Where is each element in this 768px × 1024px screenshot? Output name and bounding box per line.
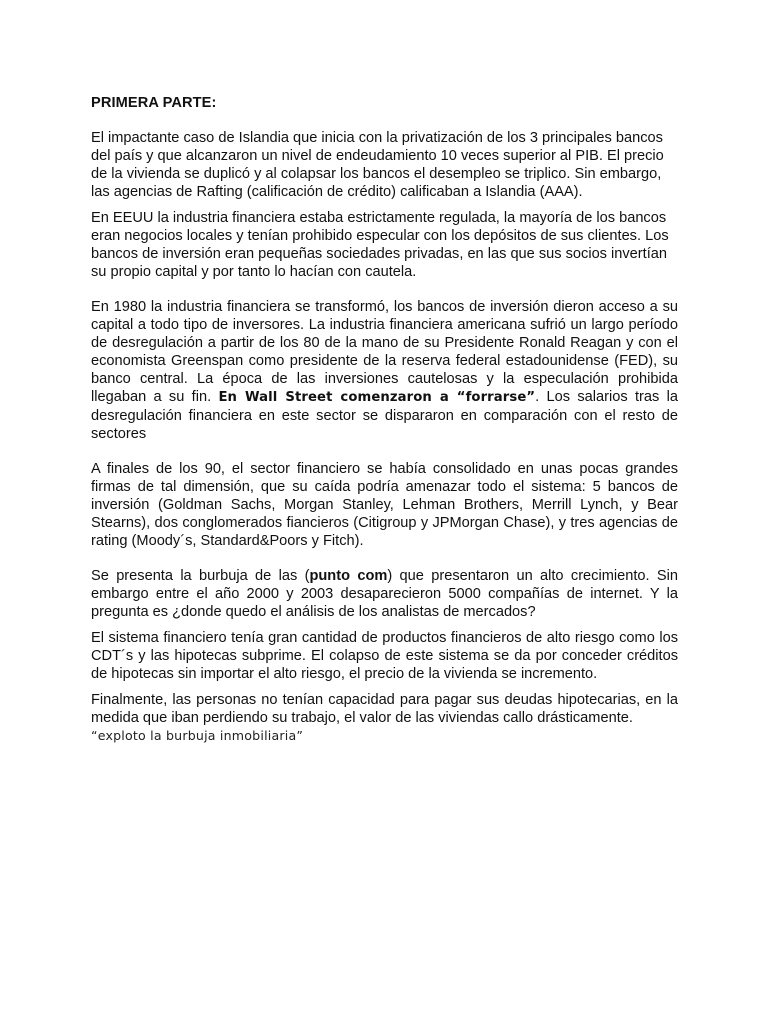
paragraph-1980-text-a: En 1980 la industria financiera se transformó, los bancos de inversión dieron acceso a su capital a todo tipo de inversores. La industria financiera americana sufrió un largo período de desregulación a partir de los 80 de la mano de su Presidente Ronald Reagan y con el economista Greenspan como presidente de la reserva federal estadounidense (FED), su banco central. La época de las inversiones cautelosas y la especulación prohibida llegaban a su fin. xyxy=(91,299,678,405)
paragraph-1980-deregulation xyxy=(91,298,678,443)
paragraph-dotcom-text-b: ) que presentaron un alto crecimiento. Sin embargo entre el año 2000 y 2003 desaparecieron 5000 compañías de internet. Y la pregunta es ¿donde quedo el análisis de los analistas de mercados? xyxy=(91,568,678,620)
paragraph-islandia: El impactante caso de Islandia que inicia con la privatización de los 3 principales bancos del país y que alcanzaron un nivel de endeudamiento 10 veces superior al PIB. El precio de la vivienda se duplicó y al colapsar los bancos el desempleo se triplico. Sin embargo, las agencias de Rafting (calificación de crédito) calificaban a Islandia (AAA). xyxy=(91,130,664,200)
punto-com-term: punto com xyxy=(309,568,388,584)
paragraph-eeuu-regulation: En EEUU la industria financiera estaba estrictamente regulada, la mayoría de los bancos eran negocios locales y tenían prohibido especular con los depósitos de sus clientes. Los bancos de inversión eran pequeñas sociedades privadas, en las que sus socios invertían su propio capital y por tanto lo hacían con cautela. xyxy=(91,210,669,280)
paragraph-1980-text-b: . Los salarios tras la desregulación financiera en este sector se dispararon en comparación con el resto de sectores xyxy=(91,389,678,442)
section-heading: PRIMERA PARTE: xyxy=(91,95,217,111)
housing-bubble-quote: “exploto la burbuja inmobiliaria” xyxy=(91,728,304,743)
paragraph-90s-consolidation: A finales de los 90, el sector financiero se había consolidado en unas pocas grandes firmas de tal dimensión, que su caída podría amenazar todo el sistema: 5 bancos de inversión (Goldman Sachs, Morgan Stanley, Lehman Brothers, Merrill Lynch, y Bear Stearns), dos conglomerados fiancieros (Citigroup y JPMorgan Chase), y tres agencias de rating (Moody´s, Standard&Poors y Fitch). xyxy=(91,461,678,549)
paragraph-dotcom-text-a: Se presenta la burbuja de las ( xyxy=(91,568,310,584)
paragraph-finally-text: Finalmente, las personas no tenían capacidad para pagar sus deudas hipotecarias, en la medida que iban perdiendo su trabajo, el valor de las viviendas callo drásticamente. xyxy=(91,692,678,726)
paragraph-dotcom xyxy=(91,567,678,621)
paragraph-finally xyxy=(91,691,678,745)
paragraph-subprime: El sistema financiero tenía gran cantidad de productos financieros de alto riesgo como los CDT´s y las hipotecas subprime. El colapso de este sistema se da por conceder créditos de hipotecas sin importar el alto riesgo, el precio de la vivienda se incremento. xyxy=(91,630,678,682)
document-body xyxy=(91,94,678,745)
wall-street-callout: En Wall Street comenzaron a “forrarse” xyxy=(218,390,536,405)
